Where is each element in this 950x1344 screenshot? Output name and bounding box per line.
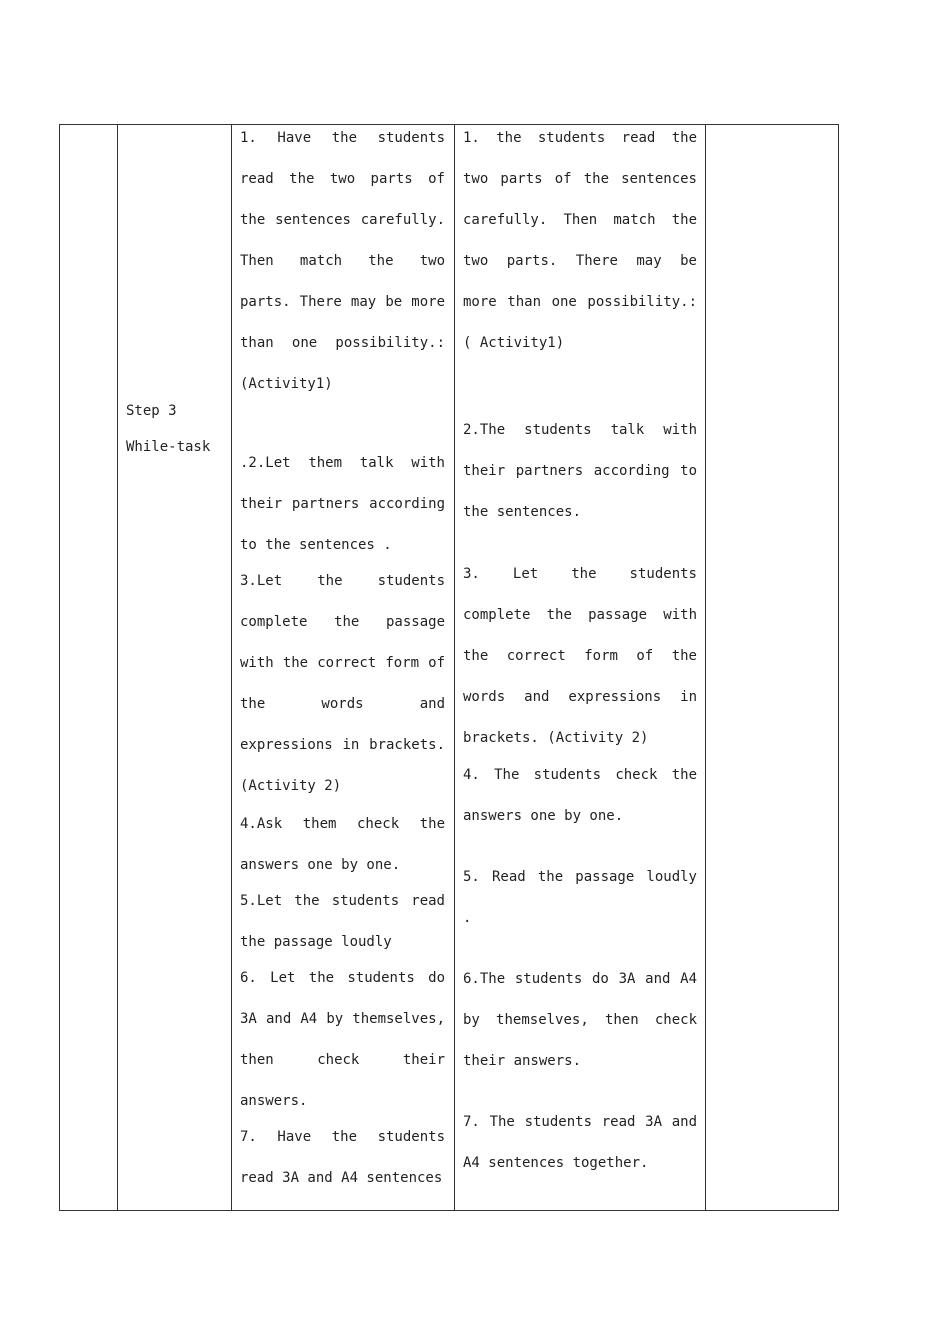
teacher-activity-2: .2.Let them talk with their partners according to the sentences . (240, 455, 445, 553)
student-activity-4: 4. The students check the answers one by one. (463, 767, 697, 824)
teacher-activity-5: 5.Let the students read the passage loudly (240, 893, 445, 950)
teacher-activity-7: 7. Have the students read 3A and A4 sentences (240, 1129, 445, 1186)
column-divider (705, 125, 706, 1210)
column-divider (454, 125, 455, 1210)
student-activity-7: 7. The students read 3A and A4 sentences together. (463, 1114, 697, 1171)
teacher-activity-4: 4.Ask them check the answers one by one. (240, 816, 445, 873)
student-activity-2: 2.The students talk with their partners according to the sentences. (463, 422, 697, 520)
student-activity-5: 5. Read the passage loudly . (463, 869, 697, 926)
student-activity-6: 6.The students do 3A and A4 by themselves, then check their answers. (463, 971, 697, 1069)
column-divider (231, 125, 232, 1210)
teacher-activity-3: 3.Let the students complete the passage with the correct form of the words and expressions in brackets. (Activity 2) (240, 573, 445, 794)
step-stage: While-task (126, 439, 211, 455)
step-label (126, 393, 210, 465)
student-activity-3: 3. Let the students complete the passage with the correct form of the words and expressions in brackets. (Activity 2) (463, 566, 697, 746)
column-divider (117, 125, 118, 1210)
teacher-activity-1: 1. Have the students read the two parts of the sentences carefully. Then match the two parts. There may be more than one possibility.: (Activity1) (240, 130, 445, 392)
lesson-plan-table (59, 124, 839, 1211)
student-activity-1: 1. the students read the two parts of the sentences carefully. Then match the two parts. There may be more than one possibility.: ( Activity1) (463, 130, 697, 351)
step-number: Step 3 (126, 403, 177, 419)
teacher-activity-6: 6. Let the students do 3A and A4 by themselves, then check their answers. (240, 970, 445, 1109)
